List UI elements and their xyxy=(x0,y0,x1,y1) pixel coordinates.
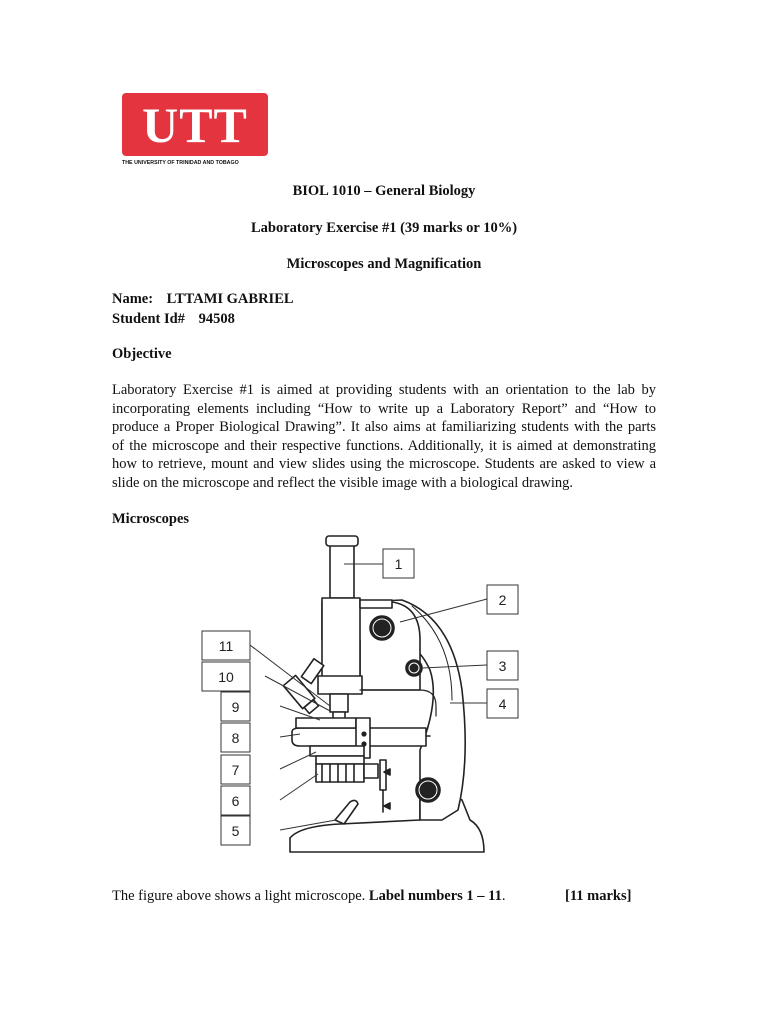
objective-lens-mid xyxy=(330,694,348,712)
caption-text: The figure above shows a light microscope. xyxy=(112,888,369,904)
label-number-6: 6 xyxy=(231,793,240,809)
name-label: Name: xyxy=(112,291,154,307)
label-box-11 xyxy=(202,631,250,660)
label-boxes xyxy=(202,549,518,845)
label-number-4: 4 xyxy=(498,696,507,712)
objective-line: produce a Proper Biological Drawing”. It also aims at familiarizing students with the parts xyxy=(112,419,656,436)
nosepiece xyxy=(318,676,362,694)
figure-caption xyxy=(112,888,505,905)
label-box-9 xyxy=(221,692,250,721)
body-tube xyxy=(322,598,360,678)
label-number-1: 1 xyxy=(394,556,403,572)
eyepiece xyxy=(330,538,354,598)
label-box-10 xyxy=(202,662,250,691)
condenser xyxy=(310,746,364,756)
exercise-title: Laboratory Exercise #1 (39 marks or 10%) xyxy=(250,220,518,236)
caption-end: . xyxy=(501,888,506,904)
student-id-value: 94508 xyxy=(198,311,235,327)
objective-line: how to retrieve, mount and view slides using the microscope. Students are asked to view a xyxy=(112,456,656,473)
student-id-label: Student Id# xyxy=(112,311,185,327)
name-value: LTTAMI GABRIEL xyxy=(166,291,294,307)
label-number-9: 9 xyxy=(231,699,240,715)
label-box-3 xyxy=(487,651,518,680)
objective-line: of the microscope and their respective functions. Additionally, it is aimed at demonstrating xyxy=(112,437,656,454)
marks-label: [11 marks] xyxy=(565,888,632,904)
logo-wordmark: UTT xyxy=(142,96,248,153)
label-box-8 xyxy=(221,723,250,752)
caption-instruction: Label numbers 1 – 11 xyxy=(368,888,502,904)
objective-heading: Objective xyxy=(112,346,172,362)
objective-line: incorporating elements including “How to write up a Laboratory Report” and “How to xyxy=(112,400,656,417)
label-box-7 xyxy=(221,755,250,784)
mirror xyxy=(335,800,358,824)
logo-tagline: THE UNIVERSITY OF TRINIDAD AND TOBAGO xyxy=(122,160,239,166)
objective-line: Laboratory Exercise #1 is aimed at providing students with an orientation to the lab by xyxy=(112,382,656,398)
label-number-2: 2 xyxy=(498,592,507,608)
objective-line: slide on the microscope and reflect the visible image with a biological drawing. xyxy=(112,474,574,491)
label-box-6 xyxy=(221,786,250,815)
label-box-1 xyxy=(383,549,414,578)
label-number-8: 8 xyxy=(231,730,240,746)
label-box-4 xyxy=(487,689,518,718)
label-box-2 xyxy=(487,585,518,614)
label-box-5 xyxy=(221,816,250,845)
label-number-3: 3 xyxy=(498,658,507,674)
label-number-7: 7 xyxy=(231,762,240,778)
microscopes-heading: Microscopes xyxy=(112,511,190,527)
label-number-11: 11 xyxy=(218,638,234,654)
topic-title: Microscopes and Magnification xyxy=(286,256,482,272)
label-number-10: 10 xyxy=(218,669,234,685)
course-title: BIOL 1010 – General Biology xyxy=(292,183,476,199)
label-number-5: 5 xyxy=(231,823,240,839)
